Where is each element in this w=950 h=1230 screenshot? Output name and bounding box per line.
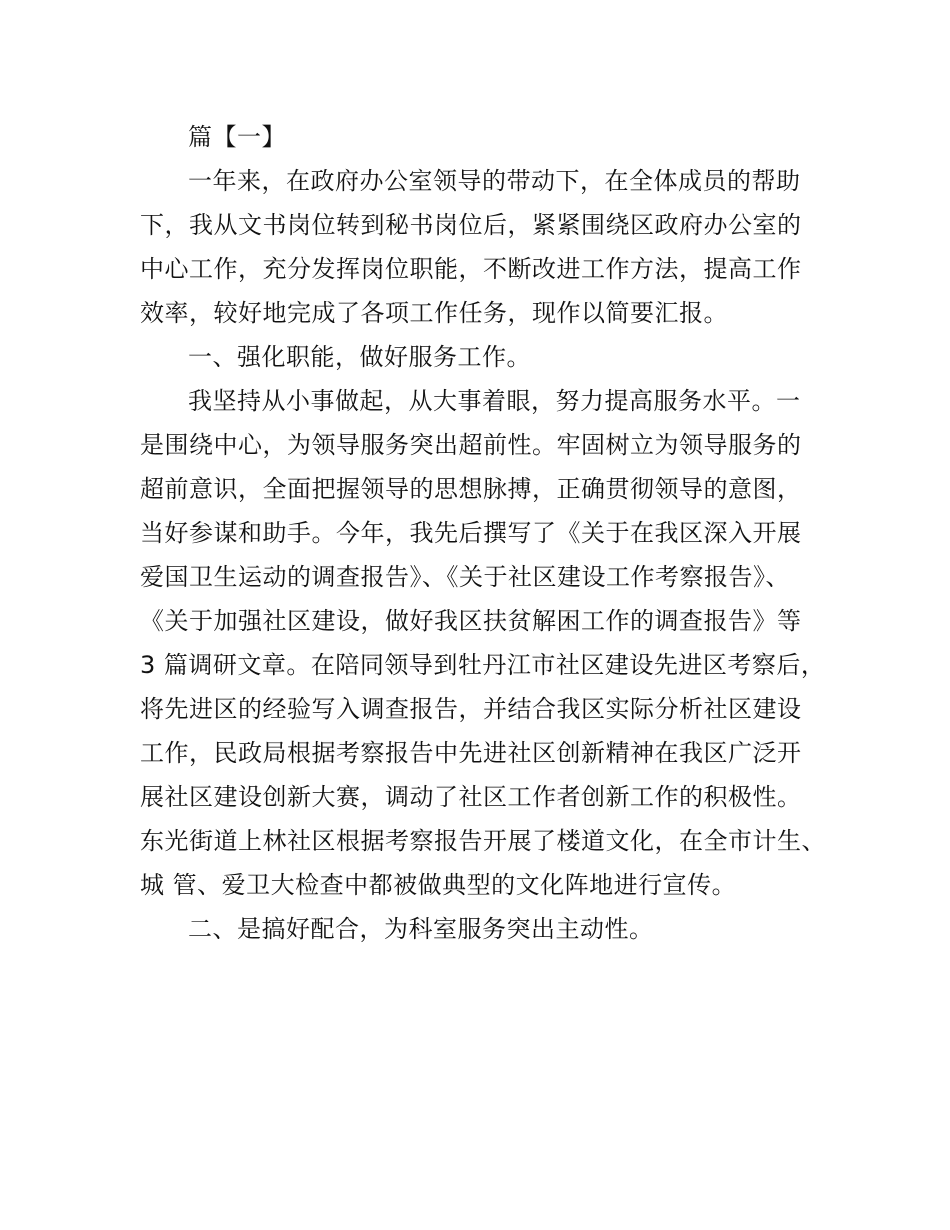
paragraph-line: 是围绕中心，为领导服务突出超前性。牢固树立为领导服务的 bbox=[140, 431, 802, 459]
paragraph-line: 将先进区的经验写入调查报告，并结合我区实际分析社区建设 bbox=[140, 695, 802, 723]
section-heading: 篇【一】 bbox=[188, 123, 286, 151]
paragraph-line: 城 管、爱卫大检查中都被做典型的文化阵地进行宣传。 bbox=[140, 871, 737, 899]
paragraph-line: 东光街道上林社区根据考察报告开展了楼道文化，在全市计生、 bbox=[140, 827, 826, 855]
paragraph-line: 《关于加强社区建设，做好我区扶贫解困工作的调查报告》等 bbox=[140, 607, 802, 635]
paragraph-line: 我坚持从小事做起，从大事着眼，努力提高服务水平。一 bbox=[188, 387, 801, 415]
subheading: 一、强化职能，做好服务工作。 bbox=[188, 343, 531, 371]
paragraph-line: 中心工作，充分发挥岗位职能，不断改进工作方法，提高工作 bbox=[140, 255, 802, 283]
paragraph-line: 超前意识，全面把握领导的思想脉搏，正确贯彻领导的意图， bbox=[140, 475, 802, 503]
paragraph-line: 当好参谋和助手。今年，我先后撰写了《关于在我区深入开展 bbox=[140, 519, 802, 547]
paragraph-line: 一年来，在政府办公室领导的带动下，在全体成员的帮助 bbox=[188, 167, 801, 195]
paragraph-line: 效率，较好地完成了各项工作任务，现作以简要汇报。 bbox=[140, 299, 728, 327]
subheading: 二、是搞好配合，为科室服务突出主动性。 bbox=[188, 915, 654, 943]
paragraph-line: 3 篇调研文章。在陪同领导到牡丹江市社区建设先进区考察后， bbox=[140, 651, 826, 679]
paragraph-line: 爱国卫生运动的调查报告》、《关于社区建设工作考察报告》、 bbox=[140, 563, 790, 591]
paragraph-line: 展社区建设创新大赛，调动了社区工作者创新工作的积极性。 bbox=[140, 783, 802, 811]
paragraph-line: 下，我从文书岗位转到秘书岗位后，紧紧围绕区政府办公室的 bbox=[140, 211, 802, 239]
paragraph-line: 工作，民政局根据考察报告中先进社区创新精神在我区广泛开 bbox=[140, 739, 802, 767]
